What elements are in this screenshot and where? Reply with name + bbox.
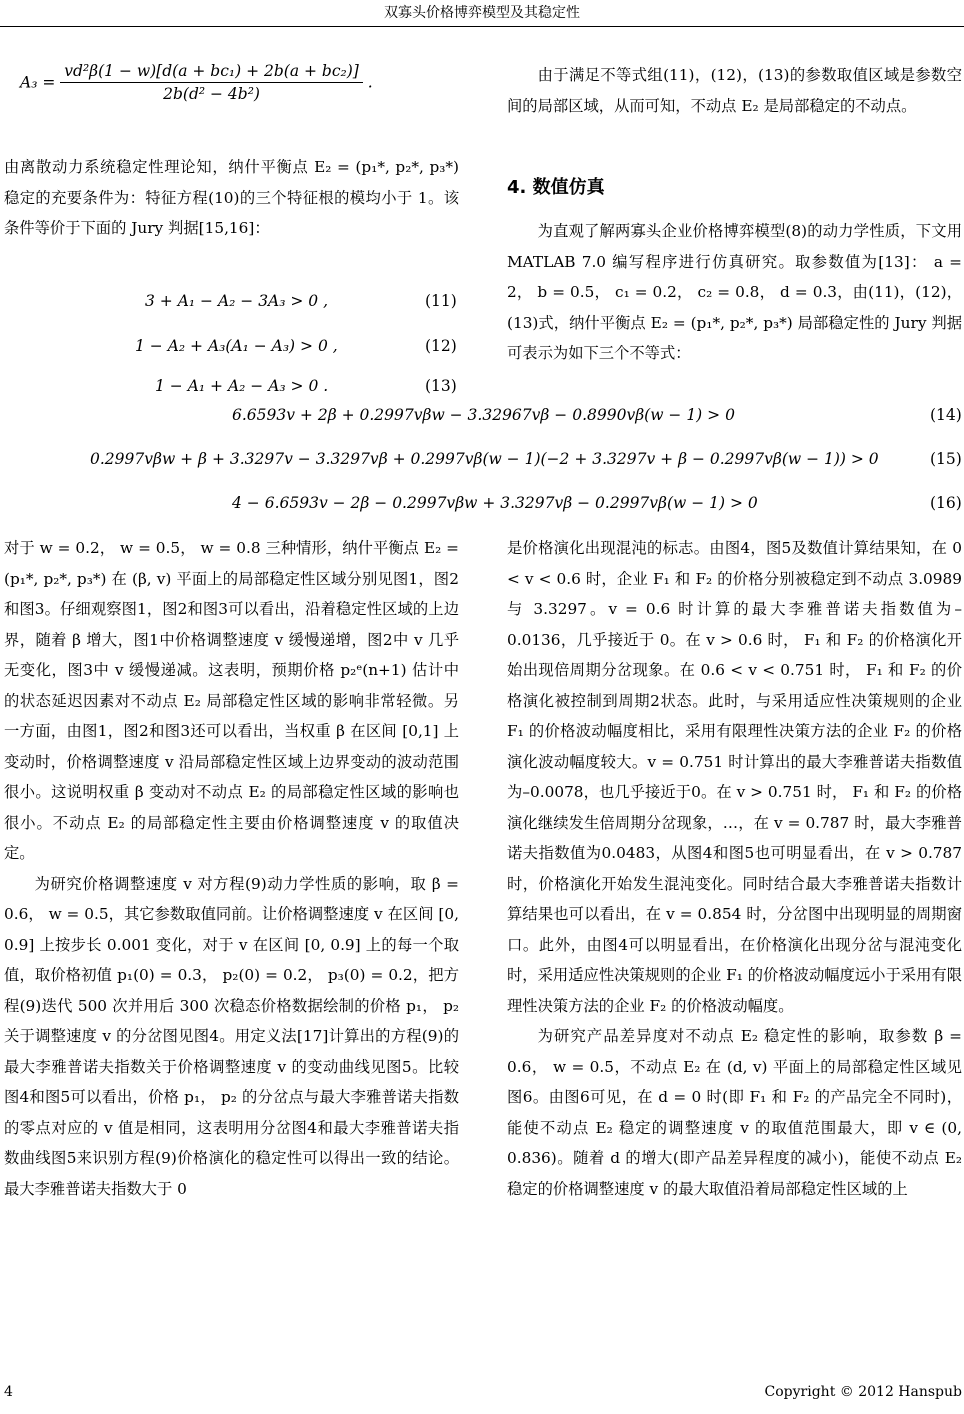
left-lower-column <box>4 533 459 1204</box>
equation-a3-end: . <box>367 73 373 92</box>
equation-a3 <box>20 62 373 103</box>
equation-a3-lhs: A₃ = <box>20 73 56 92</box>
left-paragraph-jury <box>4 152 459 244</box>
left-paragraph-1-text: 由离散动力系统稳定性理论知，纳什平衡点 E₂ = (p₁*, p₂*, p₃*) 稳定的充要条件为：特征方程(10)的三个特征根的模均小于 1。该条件等价于下面的 Jury 判据[15,16]： <box>4 158 459 237</box>
equation-11 <box>145 292 328 310</box>
page-number: 4 <box>4 1384 13 1400</box>
equation-14-label: (14) <box>930 406 962 424</box>
left-paragraph-2-text: 对于 w = 0.2， w = 0.5， w = 0.8 三种情形，纳什平衡点 E₂ = (p₁*, p₂*, p₃*) 在 (β, v) 平面上的局部稳定性区域分别见图1，图2和图3。仔细观察图1，图2和图3可以看出，沿着稳定性区域的上边界，随着 β 增大，图1中价格调整速度 v 缓慢递增，图2中 v 几乎无变化，图3中 v 缓慢递减。这表明，预期价格 p₂ᵉ(n+1) 估计中的状态延迟因素对不动点 E₂ 局部稳定性区域的影响非常轻微。另一方面，由图1，图2和图3还可以看出，当权重 β 在区间 [0,1] 上变动时，价格调整速度 v 沿局部稳定性区域上边界变动的波动范围很小。这说明权重 β 变动对不动点 E₂ 的局部稳定性区域的影响也很小。不动点 E₂ 的局部稳定性主要由价格调整速度 v 的取值决定。 <box>4 539 459 862</box>
right-paragraph-2 <box>507 216 962 369</box>
equation-12-number <box>425 337 457 355</box>
equation-15-label: (15) <box>930 450 962 468</box>
header-rule <box>0 26 964 27</box>
right-paragraph-2-text: 为直观了解两寡头企业价格博弈模型(8)的动力学性质，下文用 MATLAB 7.0 编写程序进行仿真研究。取参数值为[13]： a = 2， b = 0.5， c₁ = 0.2， c₂ = 0.8， d = 0.3，由(11)，(12)，(13)式，纳什平衡点 E₂ = (p₁*, p₂*, p₃*) 局部稳定性的 Jury 判据可表示为如下三个不等式： <box>507 222 962 362</box>
running-header: 双寡头价格博弈模型及其稳定性 <box>384 5 580 21</box>
equation-14-body: 6.6593v + 2β + 0.2997vβw − 3.32967vβ − 0.8990vβ(w − 1) > 0 <box>232 406 735 424</box>
equation-13-label: (13) <box>425 377 457 395</box>
left-paragraph-3-text: 为研究价格调整速度 v 对方程(9)动力学性质的影响，取 β = 0.6， w = 0.5，其它参数取值同前。让价格调整速度 v 在区间 [0, 0.9] 上按步长 0.001 变化，对于 v 在区间 [0, 0.9] 上的每一个取值，取价格初值 p₁(0) = 0.3， p₂(0) = 0.2， p₃(0) = 0.2，把方程(9)迭代 500 次并用后 300 次稳态价格数据绘制的价格 p₁， p₂ 关于调整速度 v 的分岔图见图4。用定义法[17]计算出的方程(9)的最大李雅普诺夫指数关于价格调整速度 v 的变动曲线见图5。比较图4和图5可以看出，价格 p₁， p₂ 的分岔点与最大李雅普诺夫指数的零点对应的 v 值是相同，这表明用分岔图4和最大李雅普诺夫指数曲线图5来识别方程(9)价格演化的稳定性可以得出一致的结论。最大李雅普诺夫指数大于 0 <box>4 874 459 1198</box>
equation-11-label: (11) <box>425 292 457 310</box>
right-lower-column <box>507 533 962 1204</box>
right-paragraph-4-text: 为研究产品差异度对不动点 E₂ 稳定性的影响，取参数 β = 0.6， w = 0.5，不动点 E₂ 在 (d, v) 平面上的局部稳定性区域见图6。由图6可见，在 d = 0 时(即 F₁ 和 F₂ 的产品完全不同时)，能使不动点 E₂ 稳定的调整速度 v 的取值范围最大，即 v ∈ (0, 0.836)。随着 d 的增大(即产品差异程度的减小)，能使不动点 E₂ 稳定的价格调整速度 v 的最大取值沿着局部稳定性区域的上 <box>507 1027 962 1198</box>
equation-13-body: 1 − A₁ + A₂ − A₃ > 0 . <box>155 377 329 395</box>
equation-16-body: 4 − 6.6593v − 2β − 0.2997vβw + 3.3297vβ − 0.2997vβ(w − 1) > 0 <box>232 494 758 512</box>
right-paragraph-1 <box>507 60 962 121</box>
equation-11-number <box>425 292 457 310</box>
right-paragraph-1-text: 由于满足不等式组(11)，(12)，(13)的参数取值区域是参数空间的局部区域，从而可知，不动点 E₂ 是局部稳定的不动点。 <box>507 66 962 115</box>
right-paragraph-3-text: 是价格演化出现混沌的标志。由图4，图5及数值计算结果知，在 0 < v < 0.6 时，企业 F₁ 和 F₂ 的价格分别被稳定到不动点 3.0989 与 3.3297。v = 0.6 时计算的最大李雅普诺夫指数值为–0.0136，几乎接近于 0。在 v > 0.6 时， F₁ 和 F₂ 的价格演化开始出现倍周期分岔现象。在 0.6 < v < 0.751 时， F₁ 和 F₂ 的价格演化被控制到周期2状态。此时，与采用适应性决策规则的企业 F₁ 的价格波动幅度相比，采用有限理性决策方法的企业 F₂ 的价格演化波动幅度较大。v = 0.751 时计算出的最大李雅普诺夫指数值为–0.0078，也几乎接近于0。在 v > 0.751 时， F₁ 和 F₂ 的价格演化继续发生倍周期分岔现象，…，在 v = 0.787 时，最大李雅普诺夫指数值为0.0483，从图4和图5也可明显看出，在 v > 0.787 时，价格演化开始发生混沌变化。同时结合最大李雅普诺夫指数计算结果也可以看出，在 v = 0.854 时，分岔图中出现明显的周期窗口。此外，由图4可以明显看出，在价格演化出现分岔与混沌变化时，采用适应性决策规则的企业 F₁ 的价格波动幅度远小于采用有限理性决策方法的企业 F₂ 的价格波动幅度。 <box>507 539 962 1015</box>
equation-13-number <box>425 377 457 395</box>
equation-11-body: 3 + A₁ − A₂ − 3A₃ > 0 , <box>145 292 329 310</box>
section-title: 4. 数值仿真 <box>507 177 605 198</box>
equation-13 <box>155 377 328 395</box>
equation-15-body: 0.2997vβw + β + 3.3297v − 3.3297vβ + 0.2997vβ(w − 1)(−2 + 3.3297v + β − 0.2997vβ(w − 1)) > 0 <box>90 450 879 468</box>
equation-12-label: (12) <box>425 337 457 355</box>
equation-a3-denominator: 2b(d² − 4b²) <box>163 85 260 103</box>
equation-a3-fraction <box>60 62 363 103</box>
equation-16-label: (16) <box>930 494 962 512</box>
equation-a3-numerator: vd²β(1 − w)[d(a + bc₁) + 2b(a + bc₂)] <box>60 62 363 83</box>
equation-12 <box>135 337 338 355</box>
copyright: Copyright © 2012 Hanspub <box>764 1384 962 1400</box>
equation-12-body: 1 − A₂ + A₃(A₁ − A₃) > 0 , <box>135 337 338 355</box>
